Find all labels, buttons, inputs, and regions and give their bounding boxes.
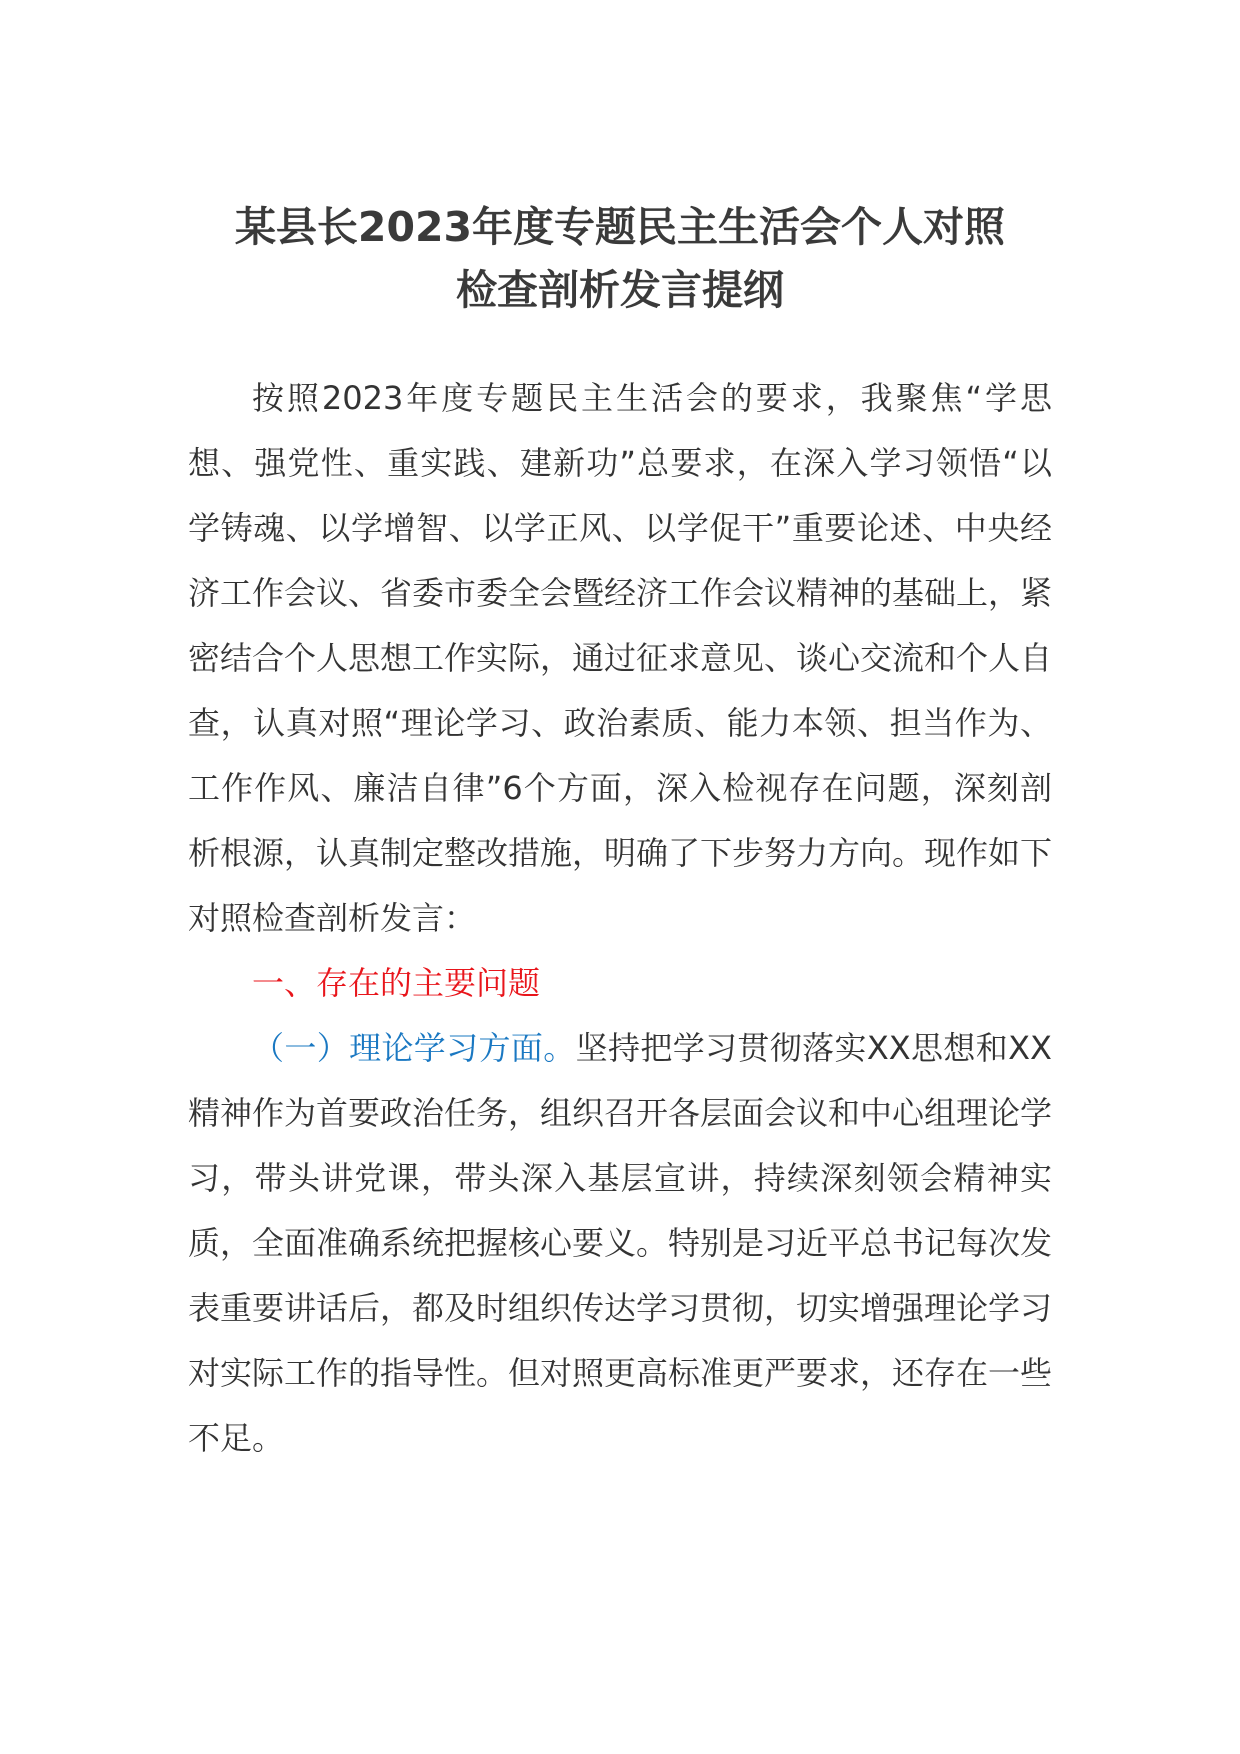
section-heading-main-problems: 一、存在的主要问题 — [252, 964, 541, 1002]
title-line-2: 检查剖析发言提纲 — [456, 266, 784, 314]
document-page — [188, 196, 1052, 1471]
document-title — [188, 196, 1052, 322]
subsection-theory-study-paragraph — [188, 1016, 1052, 1471]
intro-paragraph: 按照2023年度专题民主生活会的要求，我聚焦“学思想、强党性、重实践、建新功”总要求，在深入学习领悟“以学铸魂、以学增智、以学正风、以学促干”重要论述、中央经济工作会议、省委市委全会暨经济工作会议精神的基础上，紧密结合个人思想工作实际，通过征求意见、谈心交流和个人自查，认真对照“理论学习、政治素质、能力本领、担当作为、工作作风、廉洁自律”6个方面，深入检视存在问题，深刻剖析根源，认真制定整改措施，明确了下步努力方向。现作如下对照检查剖析发言： — [188, 379, 1053, 937]
subsection-heading-theory-study: （一）理论学习方面。 — [252, 1029, 576, 1067]
title-line-1: 某县长2023年度专题民主生活会个人对照 — [234, 203, 1006, 251]
subsection-body-theory-study: 坚持把学习贯彻落实XX思想和XX精神作为首要政治任务，组织召开各层面会议和中心组理论学习，带头讲党课，带头深入基层宣讲，持续深刻领会精神实质，全面准确系统把握核心要义。特别是习近平总书记每次发表重要讲话后，都及时组织传达学习贯彻，切实增强理论学习对实际工作的指导性。但对照更高标准更严要求，还存在一些不足。 — [188, 1029, 1053, 1457]
